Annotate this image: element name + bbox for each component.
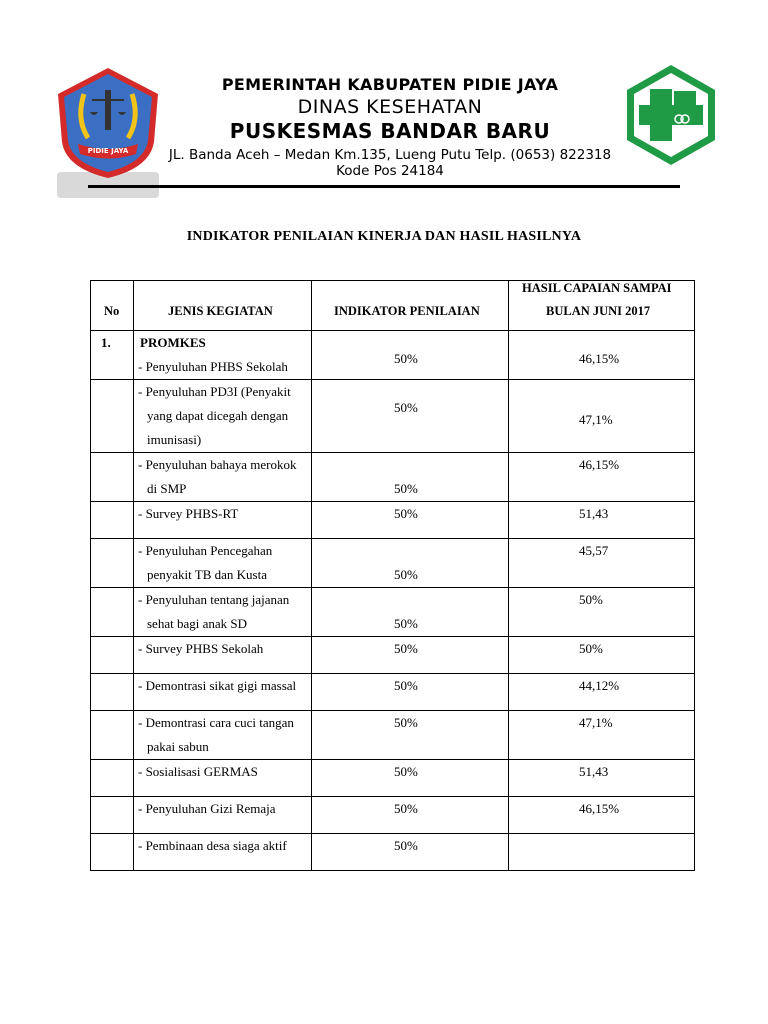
cell-hasil: [509, 331, 695, 380]
cell-indikator: [312, 380, 509, 453]
cell-kegiatan: [134, 588, 312, 637]
cell-hasil: [509, 711, 695, 760]
table-row: [91, 674, 695, 711]
indicator-value: 50%: [394, 616, 418, 631]
indicator-value: 50%: [394, 351, 418, 366]
puskesmas-logo: [624, 63, 718, 167]
activity-line: - Penyuluhan PHBS Sekolah: [138, 359, 288, 374]
result-value: 46,15%: [579, 457, 620, 472]
cell-no: [91, 380, 134, 453]
result-value: 47,1%: [579, 715, 613, 730]
emblem-banner-text: PIDIE JAYA: [87, 147, 129, 155]
activity-line: sehat bagi anak SD: [147, 616, 248, 631]
cell-kegiatan: [134, 539, 312, 588]
indicator-value: 50%: [394, 506, 418, 521]
result-value: 51,43: [579, 764, 609, 779]
cell-hasil: [509, 502, 695, 539]
cell-kegiatan: [134, 380, 312, 453]
indicator-value: 50%: [394, 715, 418, 730]
cell-hasil: [509, 539, 695, 588]
result-value: 46,15%: [579, 351, 620, 366]
activity-line: penyakit TB dan Kusta: [147, 567, 267, 582]
indicator-value: 50%: [394, 400, 418, 415]
cell-hasil: [509, 797, 695, 834]
activity-line: - Demontrasi cara cuci tangan: [138, 715, 294, 730]
result-value: 44,12%: [579, 678, 620, 693]
cell-no: [91, 588, 134, 637]
cell-kegiatan: [134, 834, 312, 871]
cell-indikator: [312, 539, 509, 588]
activity-line: yang dapat dicegah dengan: [147, 408, 289, 423]
cell-hasil: [509, 453, 695, 502]
cell-hasil: [509, 637, 695, 674]
header-postal-code: Kode Pos 24184: [336, 163, 444, 179]
table-row: [91, 711, 695, 760]
indicator-value: 50%: [394, 481, 418, 496]
result-value: 50%: [579, 592, 603, 607]
header-no: No: [91, 281, 134, 331]
table-row: [91, 453, 695, 502]
cell-no: [91, 711, 134, 760]
cell-kegiatan: [134, 331, 312, 380]
activity-line: - Penyuluhan PD3I (Penyakit: [138, 384, 291, 399]
cell-no: [91, 331, 134, 380]
cell-indikator: [312, 760, 509, 797]
header-divider: [88, 185, 680, 188]
cell-kegiatan: [134, 674, 312, 711]
activity-line: - Pembinaan desa siaga aktif: [138, 838, 287, 853]
cell-indikator: [312, 711, 509, 760]
result-value: 50%: [579, 641, 603, 656]
cell-no: [91, 502, 134, 539]
table-row: [91, 637, 695, 674]
cell-kegiatan: [134, 502, 312, 539]
header-puskesmas: PUSKESMAS BANDAR BARU: [229, 119, 551, 143]
indicator-value: 50%: [394, 678, 418, 693]
cell-hasil: [509, 674, 695, 711]
activity-line: imunisasi): [147, 432, 202, 447]
pidie-jaya-emblem: [54, 64, 162, 200]
cell-no: [91, 834, 134, 871]
table-row: [91, 539, 695, 588]
cell-indikator: [312, 453, 509, 502]
document-title: INDIKATOR PENILAIAN KINERJA DAN HASIL HASILNYA: [186, 229, 582, 244]
cell-indikator: [312, 797, 509, 834]
cell-no: [91, 760, 134, 797]
cell-indikator: [312, 588, 509, 637]
header-hasil: HASIL CAPAIAN SAMPAI BULAN JUNI 2017: [509, 281, 695, 331]
cell-indikator: [312, 637, 509, 674]
letterhead: [150, 72, 630, 179]
performance-table: [90, 280, 695, 871]
table-row: [91, 834, 695, 871]
table-row: [91, 331, 695, 380]
activity-line: - Sosialisasi GERMAS: [138, 764, 258, 779]
cell-hasil: [509, 588, 695, 637]
indicator-value: 50%: [394, 641, 418, 656]
activity-line: - Penyuluhan Pencegahan: [138, 543, 273, 558]
table-row: [91, 380, 695, 453]
table-row: [91, 502, 695, 539]
result-value: 51,43: [579, 506, 609, 521]
indicator-value: 50%: [394, 838, 418, 853]
indicator-value: 50%: [394, 801, 418, 816]
cell-kegiatan: [134, 760, 312, 797]
activity-line: di SMP: [147, 481, 187, 496]
cell-indikator: [312, 502, 509, 539]
activity-line: - Demontrasi sikat gigi massal: [138, 678, 297, 693]
activity-line: - Penyuluhan tentang jajanan: [138, 592, 290, 607]
table-row: [91, 588, 695, 637]
cell-kegiatan: [134, 453, 312, 502]
section-number: 1.: [101, 335, 111, 350]
result-value: 47,1%: [579, 412, 613, 427]
cell-no: [91, 674, 134, 711]
cell-indikator: [312, 674, 509, 711]
result-value: 45,57: [579, 543, 609, 558]
cell-no: [91, 539, 134, 588]
cell-hasil: [509, 380, 695, 453]
indicator-value: 50%: [394, 567, 418, 582]
header-indikator: INDIKATOR PENILAIAN: [312, 281, 509, 331]
header-department: DINAS KESEHATAN: [297, 96, 483, 118]
cell-kegiatan: [134, 797, 312, 834]
table-row: [91, 797, 695, 834]
cell-no: [91, 637, 134, 674]
table-header-row: [91, 281, 695, 331]
result-value: 46,15%: [579, 801, 620, 816]
cell-hasil: [509, 834, 695, 871]
cell-hasil: [509, 760, 695, 797]
cell-indikator: [312, 331, 509, 380]
activity-line: - Penyuluhan Gizi Remaja: [138, 801, 276, 816]
cell-indikator: [312, 834, 509, 871]
cell-no: [91, 797, 134, 834]
section-name: PROMKES: [140, 335, 206, 350]
cell-kegiatan: [134, 637, 312, 674]
activity-line: - Penyuluhan bahaya merokok: [138, 457, 297, 472]
activity-line: - Survey PHBS Sekolah: [138, 641, 264, 656]
header-kegiatan: JENIS KEGIATAN: [134, 281, 312, 331]
indicator-value: 50%: [394, 764, 418, 779]
cell-kegiatan: [134, 711, 312, 760]
header-government: PEMERINTAH KABUPATEN PIDIE JAYA: [221, 75, 559, 94]
header-address: JL. Banda Aceh – Medan Km.135, Lueng Putu Telp. (0653) 822318: [168, 147, 612, 163]
cell-no: [91, 453, 134, 502]
table-row: [91, 760, 695, 797]
activity-line: pakai sabun: [147, 739, 209, 754]
activity-line: - Survey PHBS-RT: [138, 506, 239, 521]
